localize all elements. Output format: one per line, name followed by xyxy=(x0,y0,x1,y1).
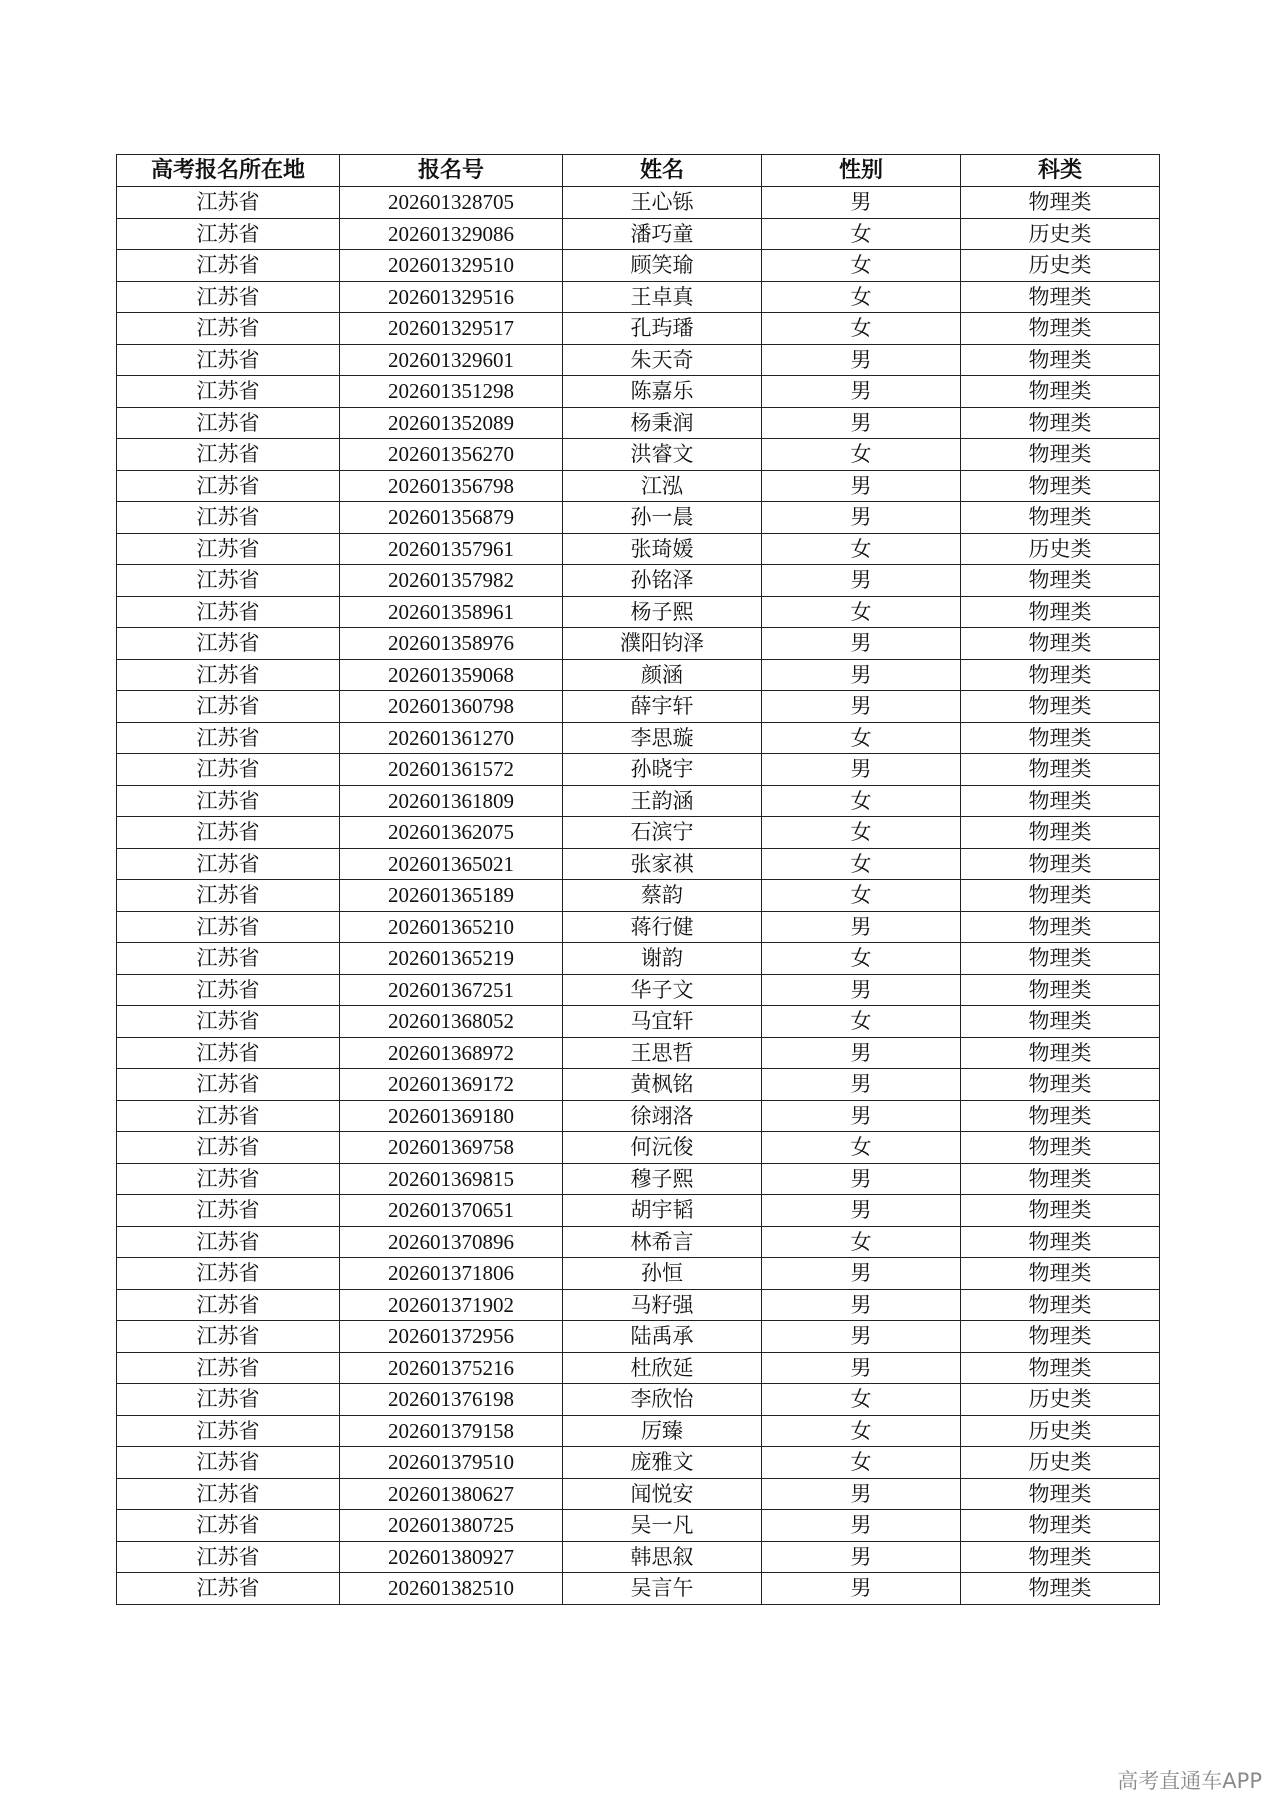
cell-location: 江苏省 xyxy=(117,1069,340,1101)
table-row xyxy=(117,785,1160,817)
table-row xyxy=(117,722,1160,754)
cell-location: 江苏省 xyxy=(117,1447,340,1479)
table-row xyxy=(117,754,1160,786)
table-row xyxy=(117,187,1160,219)
cell-location: 江苏省 xyxy=(117,1195,340,1227)
watermark-text: 高考直通车APP xyxy=(1117,1769,1262,1793)
cell-name: 濮阳钧泽 xyxy=(563,628,762,660)
cell-location: 江苏省 xyxy=(117,218,340,250)
cell-gender: 男 xyxy=(762,187,961,219)
cell-name: 薛宇轩 xyxy=(563,691,762,723)
cell-gender: 女 xyxy=(762,817,961,849)
cell-subject-track: 物理类 xyxy=(961,313,1160,345)
cell-location: 江苏省 xyxy=(117,691,340,723)
cell-gender: 女 xyxy=(762,313,961,345)
cell-name: 闻悦安 xyxy=(563,1478,762,1510)
column-header-name: 姓名 xyxy=(563,155,762,187)
cell-registration-number: 202601365021 xyxy=(340,848,563,880)
cell-registration-number: 202601369180 xyxy=(340,1100,563,1132)
cell-registration-number: 202601369815 xyxy=(340,1163,563,1195)
cell-name: 吴言午 xyxy=(563,1573,762,1605)
cell-location: 江苏省 xyxy=(117,817,340,849)
cell-subject-track: 物理类 xyxy=(961,502,1160,534)
cell-location: 江苏省 xyxy=(117,1541,340,1573)
cell-gender: 男 xyxy=(762,1100,961,1132)
cell-name: 王心铄 xyxy=(563,187,762,219)
cell-name: 林希言 xyxy=(563,1226,762,1258)
cell-gender: 女 xyxy=(762,1006,961,1038)
cell-subject-track: 物理类 xyxy=(961,1258,1160,1290)
cell-name: 王韵涵 xyxy=(563,785,762,817)
cell-location: 江苏省 xyxy=(117,722,340,754)
cell-gender: 男 xyxy=(762,754,961,786)
cell-location: 江苏省 xyxy=(117,848,340,880)
table-header-row xyxy=(117,155,1160,187)
cell-name: 徐翊洛 xyxy=(563,1100,762,1132)
cell-name: 王卓真 xyxy=(563,281,762,313)
table-row xyxy=(117,1352,1160,1384)
cell-registration-number: 202601352089 xyxy=(340,407,563,439)
cell-name: 何沅俊 xyxy=(563,1132,762,1164)
cell-location: 江苏省 xyxy=(117,911,340,943)
cell-gender: 男 xyxy=(762,1478,961,1510)
cell-location: 江苏省 xyxy=(117,1006,340,1038)
cell-name: 颜涵 xyxy=(563,659,762,691)
cell-registration-number: 202601329086 xyxy=(340,218,563,250)
cell-registration-number: 202601328705 xyxy=(340,187,563,219)
cell-name: 杜欣延 xyxy=(563,1352,762,1384)
cell-registration-number: 202601365210 xyxy=(340,911,563,943)
table-body xyxy=(117,187,1160,1605)
cell-name: 穆子熙 xyxy=(563,1163,762,1195)
cell-location: 江苏省 xyxy=(117,785,340,817)
cell-subject-track: 物理类 xyxy=(961,407,1160,439)
cell-gender: 男 xyxy=(762,470,961,502)
table-row xyxy=(117,880,1160,912)
cell-location: 江苏省 xyxy=(117,1226,340,1258)
cell-subject-track: 物理类 xyxy=(961,691,1160,723)
cell-registration-number: 202601370896 xyxy=(340,1226,563,1258)
table-row xyxy=(117,439,1160,471)
cell-location: 江苏省 xyxy=(117,880,340,912)
table-row xyxy=(117,848,1160,880)
cell-name: 潘巧童 xyxy=(563,218,762,250)
cell-gender: 男 xyxy=(762,691,961,723)
cell-location: 江苏省 xyxy=(117,1573,340,1605)
cell-registration-number: 202601368052 xyxy=(340,1006,563,1038)
cell-subject-track: 物理类 xyxy=(961,848,1160,880)
cell-registration-number: 202601367251 xyxy=(340,974,563,1006)
cell-name: 韩思叙 xyxy=(563,1541,762,1573)
table-row xyxy=(117,1258,1160,1290)
cell-subject-track: 物理类 xyxy=(961,1352,1160,1384)
cell-gender: 女 xyxy=(762,218,961,250)
cell-subject-track: 历史类 xyxy=(961,218,1160,250)
cell-location: 江苏省 xyxy=(117,754,340,786)
cell-gender: 男 xyxy=(762,659,961,691)
cell-location: 江苏省 xyxy=(117,1258,340,1290)
cell-subject-track: 物理类 xyxy=(961,470,1160,502)
cell-registration-number: 202601376198 xyxy=(340,1384,563,1416)
cell-registration-number: 202601351298 xyxy=(340,376,563,408)
cell-gender: 男 xyxy=(762,1541,961,1573)
cell-location: 江苏省 xyxy=(117,187,340,219)
cell-gender: 男 xyxy=(762,1289,961,1321)
cell-subject-track: 物理类 xyxy=(961,817,1160,849)
cell-registration-number: 202601365219 xyxy=(340,943,563,975)
cell-location: 江苏省 xyxy=(117,628,340,660)
cell-subject-track: 历史类 xyxy=(961,1384,1160,1416)
cell-subject-track: 物理类 xyxy=(961,911,1160,943)
table-row xyxy=(117,1541,1160,1573)
table-row xyxy=(117,407,1160,439)
cell-gender: 女 xyxy=(762,439,961,471)
cell-gender: 女 xyxy=(762,848,961,880)
cell-name: 厉臻 xyxy=(563,1415,762,1447)
cell-registration-number: 202601357961 xyxy=(340,533,563,565)
cell-subject-track: 物理类 xyxy=(961,1195,1160,1227)
cell-gender: 女 xyxy=(762,1226,961,1258)
cell-name: 吴一凡 xyxy=(563,1510,762,1542)
cell-registration-number: 202601379158 xyxy=(340,1415,563,1447)
cell-registration-number: 202601361809 xyxy=(340,785,563,817)
cell-location: 江苏省 xyxy=(117,1289,340,1321)
cell-subject-track: 物理类 xyxy=(961,1541,1160,1573)
table-row xyxy=(117,470,1160,502)
admission-list-sheet xyxy=(116,154,1159,1605)
cell-location: 江苏省 xyxy=(117,407,340,439)
cell-location: 江苏省 xyxy=(117,313,340,345)
cell-registration-number: 202601371902 xyxy=(340,1289,563,1321)
cell-subject-track: 物理类 xyxy=(961,1226,1160,1258)
table-row xyxy=(117,1384,1160,1416)
cell-subject-track: 历史类 xyxy=(961,250,1160,282)
cell-subject-track: 历史类 xyxy=(961,1447,1160,1479)
cell-registration-number: 202601329510 xyxy=(340,250,563,282)
column-header-gender: 性别 xyxy=(762,155,961,187)
cell-name: 陆禹承 xyxy=(563,1321,762,1353)
table-row xyxy=(117,1006,1160,1038)
cell-location: 江苏省 xyxy=(117,565,340,597)
table-row xyxy=(117,1415,1160,1447)
cell-registration-number: 202601358976 xyxy=(340,628,563,660)
cell-registration-number: 202601329601 xyxy=(340,344,563,376)
cell-gender: 男 xyxy=(762,1352,961,1384)
cell-location: 江苏省 xyxy=(117,1100,340,1132)
cell-gender: 女 xyxy=(762,785,961,817)
table-row xyxy=(117,974,1160,1006)
cell-location: 江苏省 xyxy=(117,344,340,376)
cell-name: 庞雅文 xyxy=(563,1447,762,1479)
column-header-subject-track: 科类 xyxy=(961,155,1160,187)
cell-subject-track: 物理类 xyxy=(961,628,1160,660)
table-row xyxy=(117,281,1160,313)
cell-name: 孔玙璠 xyxy=(563,313,762,345)
table-row xyxy=(117,691,1160,723)
cell-location: 江苏省 xyxy=(117,1132,340,1164)
cell-gender: 女 xyxy=(762,1415,961,1447)
cell-name: 蒋行健 xyxy=(563,911,762,943)
cell-name: 江泓 xyxy=(563,470,762,502)
cell-name: 孙铭泽 xyxy=(563,565,762,597)
table-row xyxy=(117,943,1160,975)
cell-name: 杨子熙 xyxy=(563,596,762,628)
cell-gender: 男 xyxy=(762,628,961,660)
cell-location: 江苏省 xyxy=(117,1510,340,1542)
cell-subject-track: 物理类 xyxy=(961,1321,1160,1353)
cell-location: 江苏省 xyxy=(117,974,340,1006)
cell-location: 江苏省 xyxy=(117,1415,340,1447)
cell-subject-track: 物理类 xyxy=(961,187,1160,219)
cell-subject-track: 物理类 xyxy=(961,880,1160,912)
table-row xyxy=(117,1163,1160,1195)
cell-subject-track: 历史类 xyxy=(961,533,1160,565)
cell-subject-track: 物理类 xyxy=(961,1069,1160,1101)
cell-gender: 男 xyxy=(762,911,961,943)
cell-gender: 男 xyxy=(762,1069,961,1101)
cell-registration-number: 202601360798 xyxy=(340,691,563,723)
cell-name: 孙一晨 xyxy=(563,502,762,534)
cell-subject-track: 物理类 xyxy=(961,1478,1160,1510)
table-row xyxy=(117,1478,1160,1510)
cell-gender: 男 xyxy=(762,1163,961,1195)
cell-gender: 男 xyxy=(762,1258,961,1290)
cell-gender: 女 xyxy=(762,880,961,912)
cell-subject-track: 物理类 xyxy=(961,785,1160,817)
cell-registration-number: 202601372956 xyxy=(340,1321,563,1353)
table-row xyxy=(117,911,1160,943)
cell-gender: 女 xyxy=(762,596,961,628)
cell-gender: 女 xyxy=(762,533,961,565)
cell-location: 江苏省 xyxy=(117,596,340,628)
cell-location: 江苏省 xyxy=(117,1163,340,1195)
cell-name: 洪睿文 xyxy=(563,439,762,471)
cell-registration-number: 202601380725 xyxy=(340,1510,563,1542)
cell-registration-number: 202601361270 xyxy=(340,722,563,754)
cell-location: 江苏省 xyxy=(117,1037,340,1069)
cell-location: 江苏省 xyxy=(117,1321,340,1353)
cell-name: 张琦媛 xyxy=(563,533,762,565)
cell-subject-track: 物理类 xyxy=(961,1100,1160,1132)
table-row xyxy=(117,1069,1160,1101)
cell-gender: 男 xyxy=(762,1510,961,1542)
cell-name: 顾笑瑜 xyxy=(563,250,762,282)
cell-registration-number: 202601356879 xyxy=(340,502,563,534)
cell-subject-track: 物理类 xyxy=(961,596,1160,628)
cell-registration-number: 202601371806 xyxy=(340,1258,563,1290)
table-row xyxy=(117,659,1160,691)
cell-subject-track: 物理类 xyxy=(961,281,1160,313)
cell-registration-number: 202601369758 xyxy=(340,1132,563,1164)
table-row xyxy=(117,1226,1160,1258)
cell-name: 马宜轩 xyxy=(563,1006,762,1038)
table-row xyxy=(117,1132,1160,1164)
table-row xyxy=(117,533,1160,565)
table-row xyxy=(117,628,1160,660)
cell-registration-number: 202601359068 xyxy=(340,659,563,691)
table-row xyxy=(117,1321,1160,1353)
cell-subject-track: 物理类 xyxy=(961,974,1160,1006)
cell-gender: 男 xyxy=(762,344,961,376)
cell-location: 江苏省 xyxy=(117,1352,340,1384)
cell-subject-track: 物理类 xyxy=(961,1573,1160,1605)
cell-registration-number: 202601368972 xyxy=(340,1037,563,1069)
cell-gender: 男 xyxy=(762,1037,961,1069)
cell-registration-number: 202601357982 xyxy=(340,565,563,597)
cell-name: 张家祺 xyxy=(563,848,762,880)
cell-gender: 女 xyxy=(762,1384,961,1416)
table-row xyxy=(117,376,1160,408)
cell-name: 孙恒 xyxy=(563,1258,762,1290)
cell-registration-number: 202601365189 xyxy=(340,880,563,912)
cell-name: 李思璇 xyxy=(563,722,762,754)
cell-subject-track: 物理类 xyxy=(961,344,1160,376)
table-row xyxy=(117,1100,1160,1132)
cell-location: 江苏省 xyxy=(117,470,340,502)
cell-subject-track: 物理类 xyxy=(961,1163,1160,1195)
cell-registration-number: 202601356798 xyxy=(340,470,563,502)
cell-gender: 女 xyxy=(762,281,961,313)
cell-location: 江苏省 xyxy=(117,533,340,565)
cell-subject-track: 物理类 xyxy=(961,1006,1160,1038)
cell-registration-number: 202601375216 xyxy=(340,1352,563,1384)
admission-list-table xyxy=(116,154,1160,1605)
cell-registration-number: 202601329517 xyxy=(340,313,563,345)
cell-name: 马籽强 xyxy=(563,1289,762,1321)
cell-name: 黄枫铭 xyxy=(563,1069,762,1101)
cell-registration-number: 202601358961 xyxy=(340,596,563,628)
table-row xyxy=(117,1289,1160,1321)
cell-location: 江苏省 xyxy=(117,1384,340,1416)
table-row xyxy=(117,565,1160,597)
cell-registration-number: 202601370651 xyxy=(340,1195,563,1227)
cell-name: 孙晓宇 xyxy=(563,754,762,786)
cell-name: 华子文 xyxy=(563,974,762,1006)
table-row xyxy=(117,1195,1160,1227)
cell-registration-number: 202601329516 xyxy=(340,281,563,313)
cell-gender: 男 xyxy=(762,1573,961,1605)
cell-name: 胡宇韬 xyxy=(563,1195,762,1227)
cell-subject-track: 物理类 xyxy=(961,1289,1160,1321)
cell-name: 李欣怡 xyxy=(563,1384,762,1416)
table-row xyxy=(117,344,1160,376)
cell-subject-track: 物理类 xyxy=(961,376,1160,408)
cell-gender: 男 xyxy=(762,502,961,534)
cell-name: 朱天奇 xyxy=(563,344,762,376)
cell-registration-number: 202601382510 xyxy=(340,1573,563,1605)
cell-subject-track: 物理类 xyxy=(961,439,1160,471)
table-row xyxy=(117,1573,1160,1605)
cell-subject-track: 物理类 xyxy=(961,659,1160,691)
cell-subject-track: 物理类 xyxy=(961,1037,1160,1069)
cell-name: 王思哲 xyxy=(563,1037,762,1069)
cell-registration-number: 202601356270 xyxy=(340,439,563,471)
table-row xyxy=(117,596,1160,628)
cell-subject-track: 历史类 xyxy=(961,1415,1160,1447)
column-header-registration-number: 报名号 xyxy=(340,155,563,187)
cell-gender: 男 xyxy=(762,407,961,439)
cell-name: 蔡韵 xyxy=(563,880,762,912)
table-row xyxy=(117,218,1160,250)
cell-registration-number: 202601369172 xyxy=(340,1069,563,1101)
cell-subject-track: 物理类 xyxy=(961,1132,1160,1164)
cell-registration-number: 202601380627 xyxy=(340,1478,563,1510)
cell-location: 江苏省 xyxy=(117,943,340,975)
cell-gender: 女 xyxy=(762,722,961,754)
cell-registration-number: 202601380927 xyxy=(340,1541,563,1573)
cell-gender: 女 xyxy=(762,943,961,975)
cell-gender: 男 xyxy=(762,565,961,597)
cell-name: 陈嘉乐 xyxy=(563,376,762,408)
cell-gender: 男 xyxy=(762,1195,961,1227)
cell-location: 江苏省 xyxy=(117,659,340,691)
cell-name: 谢韵 xyxy=(563,943,762,975)
cell-gender: 男 xyxy=(762,974,961,1006)
cell-name: 杨秉润 xyxy=(563,407,762,439)
cell-subject-track: 物理类 xyxy=(961,722,1160,754)
cell-subject-track: 物理类 xyxy=(961,754,1160,786)
column-header-location: 高考报名所在地 xyxy=(117,155,340,187)
cell-registration-number: 202601361572 xyxy=(340,754,563,786)
table-row xyxy=(117,250,1160,282)
cell-subject-track: 物理类 xyxy=(961,565,1160,597)
cell-location: 江苏省 xyxy=(117,281,340,313)
cell-gender: 男 xyxy=(762,376,961,408)
cell-location: 江苏省 xyxy=(117,439,340,471)
cell-gender: 女 xyxy=(762,250,961,282)
cell-gender: 女 xyxy=(762,1132,961,1164)
table-row xyxy=(117,817,1160,849)
cell-name: 石滨宁 xyxy=(563,817,762,849)
cell-location: 江苏省 xyxy=(117,502,340,534)
cell-gender: 女 xyxy=(762,1447,961,1479)
cell-gender: 男 xyxy=(762,1321,961,1353)
cell-location: 江苏省 xyxy=(117,1478,340,1510)
table-row xyxy=(117,1037,1160,1069)
cell-location: 江苏省 xyxy=(117,376,340,408)
table-row xyxy=(117,1510,1160,1542)
table-row xyxy=(117,313,1160,345)
table-row xyxy=(117,1447,1160,1479)
cell-subject-track: 物理类 xyxy=(961,1510,1160,1542)
cell-subject-track: 物理类 xyxy=(961,943,1160,975)
cell-location: 江苏省 xyxy=(117,250,340,282)
table-row xyxy=(117,502,1160,534)
cell-registration-number: 202601379510 xyxy=(340,1447,563,1479)
cell-registration-number: 202601362075 xyxy=(340,817,563,849)
